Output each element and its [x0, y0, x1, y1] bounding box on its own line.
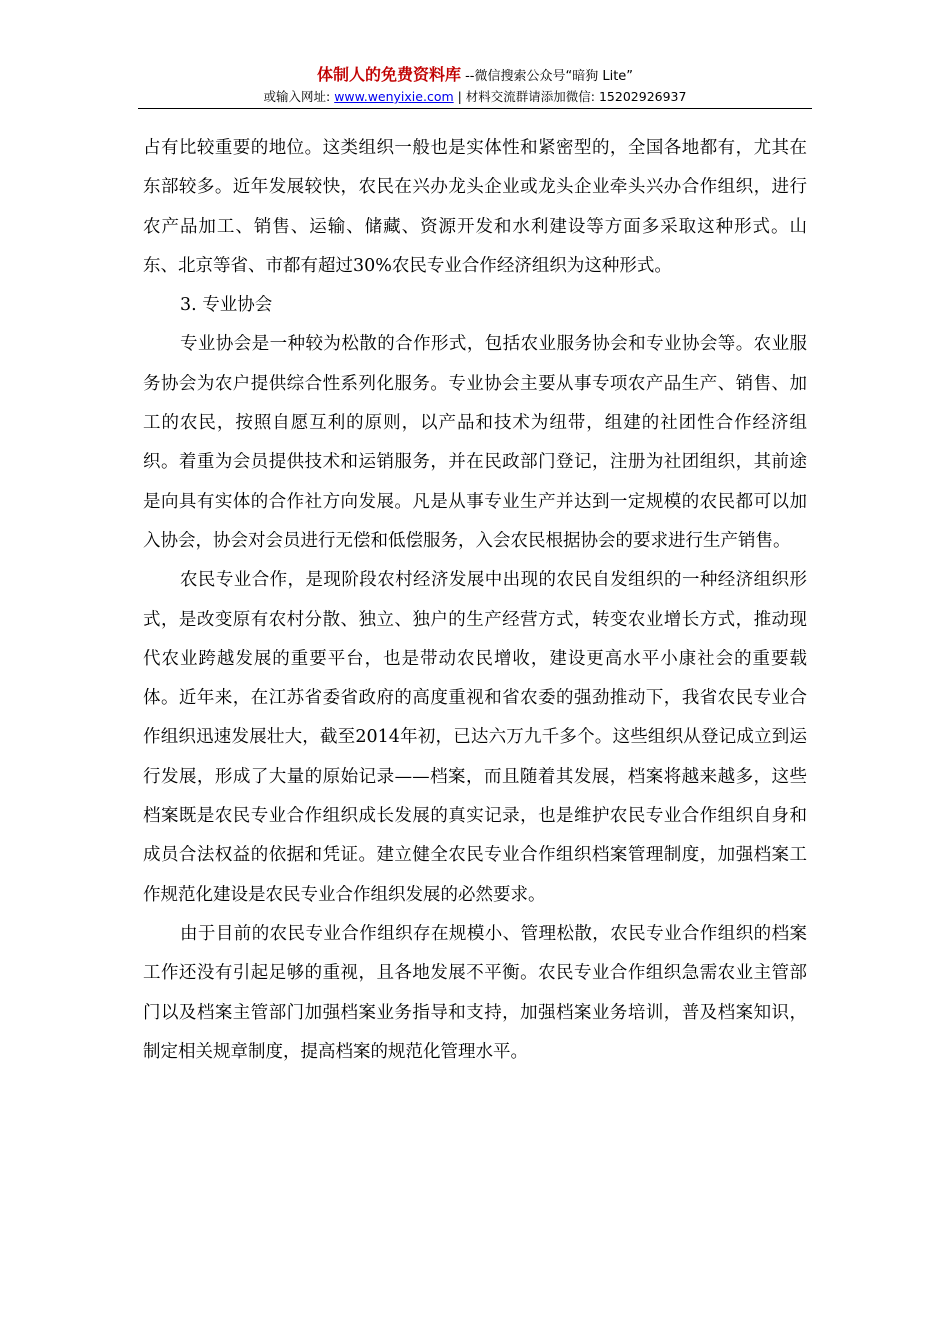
paragraph-farmer-cooperation: 农民专业合作，是现阶段农村经济发展中出现的农民自发组织的一种经济组织形式，是改变原有农村分散、独立、独户的生产经营方式，转变农业增长方式，推动现代农业跨越发展的重要平台，也是带动农民增收，建设更高水平小康社会的重要载体。近年来，在江苏省委省政府的高度重视和省农委的强劲推动下，我省农民专业合作组织迅速发展壮大，截至2014年初，已达六万九千多个。这些组织从登记成立到运行发展，形成了大量的原始记录——档案，而且随着其发展，档案将越来越多，这些档案既是农民专业合作组织成长发展的真实记录，也是维护农民专业合作组织自身和成员合法权益的依据和凭证。建立健全农民专业合作组织档案管理制度，加强档案工作规范化建设是农民专业合作组织发展的必然要求。 — [143, 570, 807, 905]
paragraph-professional-association: 专业协会是一种较为松散的合作形式，包括农业服务协会和专业协会等。农业服务协会为农户提供综合性系列化服务。专业协会主要从事专项农产品生产、销售、加工的农民，按照自愿互利的原则，以产品和技术为纽带，组建的社团性合作经济组织。着重为会员提供技术和运销服务，并在民政部门登记，注册为社团组织，其前途是向具有实体的合作社方向发展。凡是从事专业生产并达到一定规模的农民都可以加入协会，协会对会员进行无偿和低偿服务，入会农民根据协会的要求进行生产销售。 — [143, 334, 807, 551]
header-contact: | 材料交流群请添加微信: 15202926937 — [453, 89, 687, 104]
header-contact-line — [0, 88, 950, 106]
paragraph-current-issues: 由于目前的农民专业合作组织存在规模小、管理松散，农民专业合作组织的档案工作还没有引起足够的重视，且各地发展不平衡。农民专业合作组织急需农业主管部门以及档案主管部门加强档案业务指导和支持，加强档案业务培训，普及档案知识，制定相关规章制度，提高档案的规范化管理水平。 — [143, 923, 807, 1062]
header-subtitle: --微信搜索公众号“暗狗 Lite” — [460, 69, 634, 84]
header-url-link[interactable]: www.wenyixie.com — [334, 89, 454, 104]
header-brand: 体制人的免费资料库 — [316, 65, 461, 84]
paragraph-continuation: 占有比较重要的地位。这类组织一般也是实体性和紧密型的，全国各地都有，尤其在东部较多。近年发展较快，农民在兴办龙头企业或龙头企业牵头兴办合作组织，进行农产品加工、销售、运输、储藏、资源开发和水利建设等方面多采取这种形式。山东、北京等省、市都有超过30%农民专业合作经济组织为这种形式。 — [143, 138, 807, 276]
document-body — [143, 129, 807, 1072]
header-divider — [138, 108, 812, 109]
page-header — [0, 64, 950, 106]
header-title-line — [0, 64, 950, 88]
section-heading: 3. 专业协会 — [180, 295, 273, 316]
header-url-prefix: 或输入网址: — [263, 89, 335, 104]
